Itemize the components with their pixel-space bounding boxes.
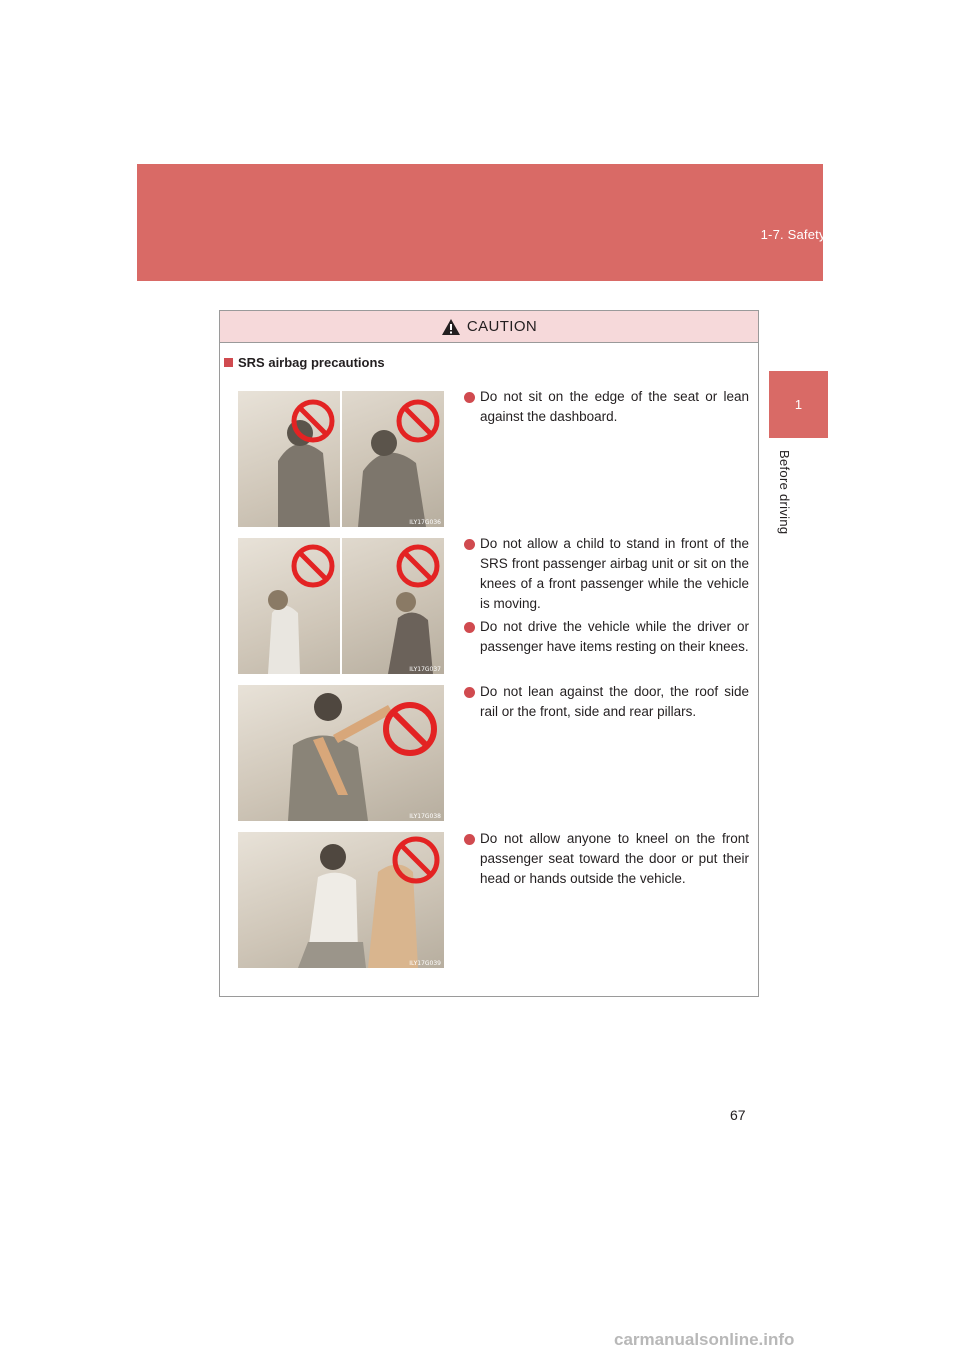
illustration-sitting-on-seat-edge — [238, 391, 444, 527]
illustration-child-standing — [238, 538, 444, 674]
warning-icon — [441, 318, 461, 336]
bullet-dot-icon — [464, 622, 475, 633]
caution-header — [220, 311, 758, 343]
chapter-label: Before driving — [777, 450, 792, 535]
prohibition-icon — [294, 547, 332, 585]
caution-item: Do not allow anyone to kneel on the front passenger seat toward the door or put their head or hands outside the vehicle. — [464, 829, 749, 889]
prohibition-icon — [395, 839, 437, 881]
watermark[interactable]: carmanualsonline.info — [614, 1330, 795, 1349]
chapter-number: 1 — [794, 397, 803, 412]
caution-title: CAUTION — [466, 318, 538, 335]
bullet-dot-icon — [464, 687, 475, 698]
caution-box — [219, 310, 759, 997]
subheading-text: SRS airbag precautions — [238, 355, 385, 370]
illustration-kneeling-on-seat — [238, 832, 444, 968]
section-title: 1-7. Safety information — [760, 227, 896, 242]
bullet-dot-icon — [464, 539, 475, 550]
prohibition-icon — [399, 547, 437, 585]
illustration-leaning-on-door — [238, 685, 444, 821]
caution-item: Do not drive the vehicle while the driver or passenger have items resting on their knees. — [464, 617, 749, 657]
caution-item: Do not allow a child to stand in front of the SRS front passenger airbag unit or sit on the knees of a front passenger while the vehicle is moving. — [464, 534, 749, 614]
subheading — [224, 355, 385, 370]
page-number: 67 — [730, 1107, 746, 1123]
caution-item: Do not sit on the edge of the seat or lean against the dashboard. — [464, 387, 749, 427]
figure-code: ILY17G039 — [409, 960, 441, 967]
figure-code: ILY17G036 — [409, 519, 441, 526]
chapter-tab — [769, 371, 828, 438]
bullet-dot-icon — [464, 834, 475, 845]
figure-code: ILY17G038 — [409, 813, 441, 820]
bullet-dot-icon — [464, 392, 475, 403]
prohibition-icon — [399, 402, 437, 440]
square-bullet-icon — [224, 358, 233, 367]
figure-code: ILY17G037 — [409, 666, 441, 673]
caution-item: Do not lean against the door, the roof side rail or the front, side and rear pillars. — [464, 682, 749, 722]
header-band — [137, 164, 823, 281]
prohibition-icon — [386, 705, 434, 753]
